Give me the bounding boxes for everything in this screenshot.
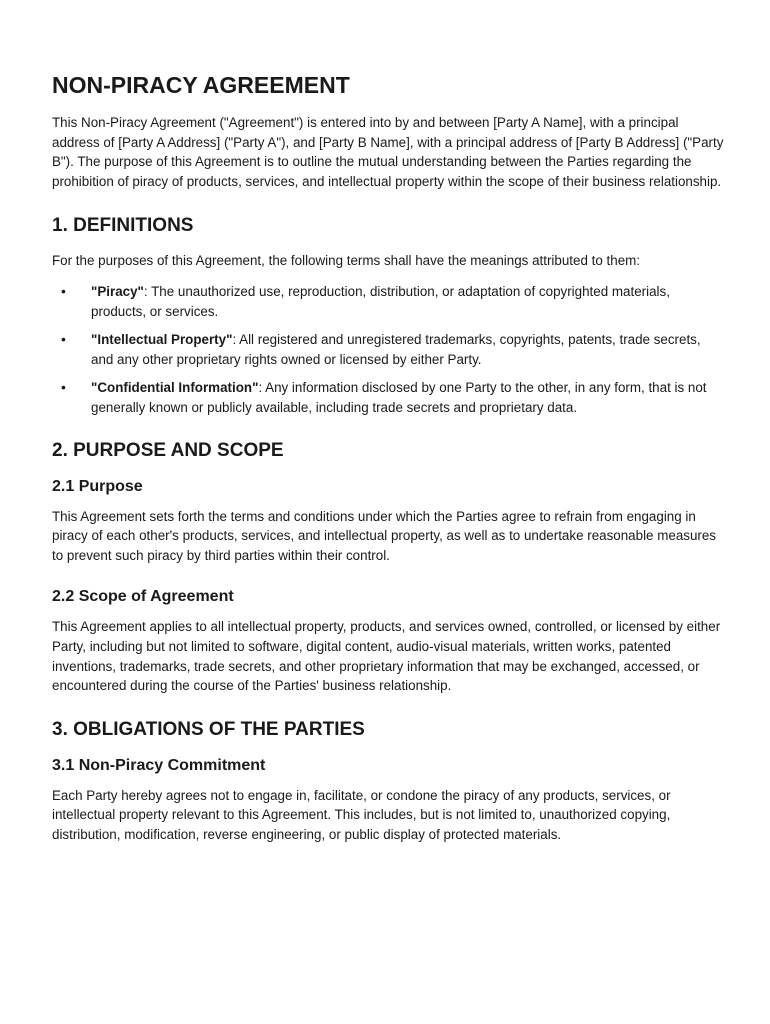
definition-text: : Any information disclosed by one Party to the other, in any form, that is not generally known or publicly available, including trade secrets and proprietary data.	[91, 380, 707, 415]
definition-text: : All registered and unregistered trademarks, copyrights, patents, trade secrets, and any other proprietary rights owned or licensed by either Party.	[91, 332, 701, 367]
section-1-heading: 1. DEFINITIONS	[52, 215, 194, 237]
section-2-2-text: This Agreement applies to all intellectual property, products, and services owned, controlled, or licensed by either Party, including but not limited to software, digital content, audio-visual materials, written works, patented inventions, trademarks, trade secrets, and other proprietary information that may be exchanged, accessed, or encountered during the course of the Parties' business relationship.	[52, 619, 721, 694]
definition-item-intellectual-property	[52, 330, 724, 369]
section-3-1-heading: 3.1 Non-Piracy Commitment	[52, 756, 266, 774]
section-3-1-text: Each Party hereby agrees not to engage in, facilitate, or condone the piracy of any products, services, or intellectual property relevant to this Agreement. This includes, but is not limited to, unauthorized copying, distribution, modification, reverse engineering, or public display of protected materials.	[52, 787, 671, 842]
section-3-heading: 3. OBLIGATIONS OF THE PARTIES	[52, 718, 365, 740]
section-2-1-heading: 2.1 Purpose	[52, 477, 143, 495]
bullet-icon: •	[61, 379, 66, 396]
bullet-icon: •	[61, 331, 66, 348]
section-2-1-text: This Agreement sets forth the terms and conditions under which the Parties agree to refrain from engaging in piracy of each other's products, services, and intellectual property, as well as to undertake reasonable measures to prevent such piracy by third parties within their control.	[52, 508, 717, 563]
document-page	[52, 70, 724, 844]
definition-item-confidential-information	[52, 378, 724, 417]
definition-term: "Intellectual Property"	[91, 332, 233, 348]
definition-term: "Piracy"	[91, 283, 144, 299]
section-2-heading: 2. PURPOSE AND SCOPE	[52, 439, 284, 461]
definitions-list	[52, 282, 724, 418]
section-2-2-heading: 2.2 Scope of Agreement	[52, 588, 234, 606]
definition-text: : The unauthorized use, reproduction, distribution, or adaptation of copyrighted materials, products, or services.	[91, 283, 670, 319]
bullet-icon: •	[61, 282, 66, 299]
intro-paragraph: This Non-Piracy Agreement ("Agreement") is entered into by and between [Party A Name], with a principal address of [Party A Address] ("Party A"), and [Party B Name], with a principal address of [Party B Address] ("Party B"). The purpose of this Agreement is to outline the mutual understanding between the Parties regarding the prohibition of piracy of products, services, and intellectual property within the scope of their business relationship.	[52, 115, 724, 189]
definition-item-piracy	[52, 282, 724, 321]
definition-term: "Confidential Information"	[91, 380, 259, 396]
document-title: NON-PIRACY AGREEMENT	[52, 72, 350, 98]
section-1-lead: For the purposes of this Agreement, the following terms shall have the meanings attributed to them:	[52, 253, 641, 269]
